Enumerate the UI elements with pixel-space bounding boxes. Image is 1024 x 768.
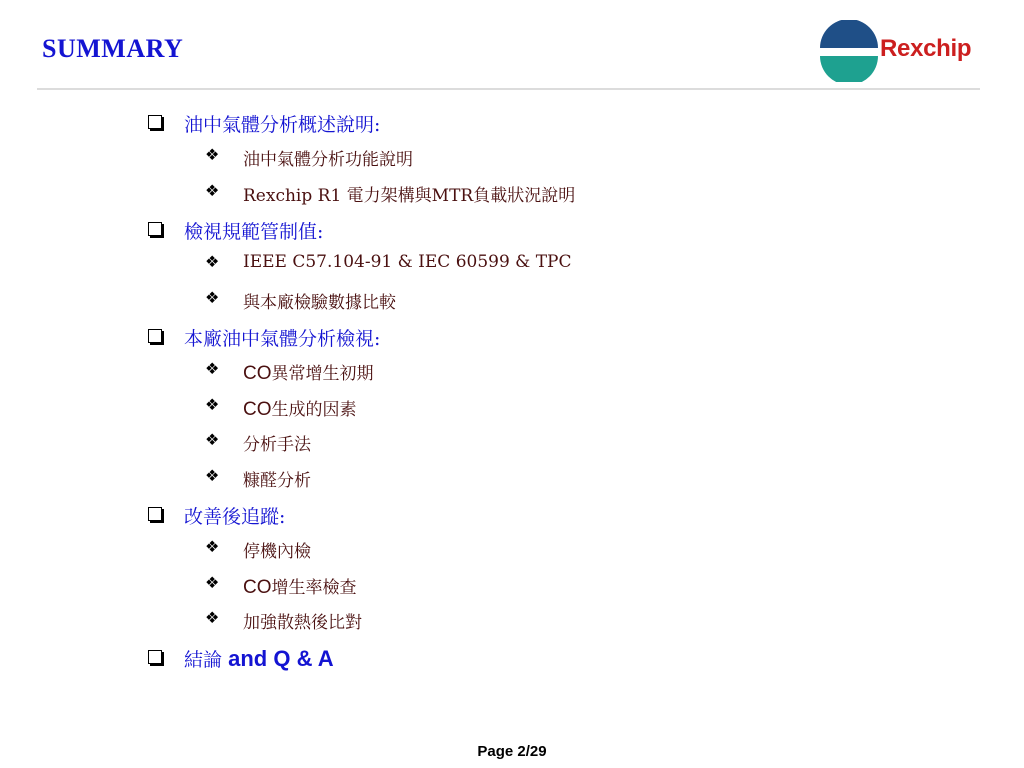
section-label: 改善後追蹤: <box>184 506 286 528</box>
checkbox-square-icon <box>148 650 162 664</box>
list-item-prefix: CO <box>243 398 272 420</box>
diamond-four-icon: ❖ <box>205 465 220 485</box>
diamond-four-icon: ❖ <box>205 430 220 449</box>
diamond-four-icon: ❖ <box>205 145 220 164</box>
section-label: 油中氣體分析概述說明: <box>184 114 381 136</box>
diamond-four-icon: ❖ <box>205 180 220 200</box>
list-item <box>0 356 1024 392</box>
section-heading <box>0 641 1024 677</box>
section-heading <box>0 320 1024 356</box>
list-item-text: 與本廠檢驗數據比較 <box>243 292 396 313</box>
checkbox-square-icon <box>148 222 162 236</box>
section-label <box>184 645 334 672</box>
diamond-four-icon: ❖ <box>205 572 220 592</box>
list-item <box>0 249 1024 285</box>
list-item-prefix: CO <box>243 363 272 384</box>
list-item-prefix: CO <box>243 576 272 598</box>
list-item <box>0 392 1024 428</box>
list-item-text: 油中氣體分析功能說明 <box>243 150 413 170</box>
page-title: SUMMARY <box>42 34 184 63</box>
diamond-four-icon: ❖ <box>205 394 220 414</box>
list-item-text: 停機內檢 <box>243 542 311 562</box>
section-heading <box>0 106 1024 142</box>
list-item <box>0 142 1024 178</box>
list-item-text <box>243 359 374 385</box>
checkbox-square-icon <box>148 507 162 521</box>
header-divider <box>37 88 980 90</box>
list-item <box>0 463 1024 499</box>
section-label-cjk: 結論 <box>184 648 223 671</box>
section-label: 檢視規範管制值: <box>184 221 324 243</box>
list-item <box>0 178 1024 214</box>
company-logo <box>818 20 986 82</box>
diamond-four-icon: ❖ <box>205 252 220 271</box>
diamond-four-icon: ❖ <box>205 359 220 378</box>
list-item-body: 生成的因素 <box>271 399 357 420</box>
list-item <box>0 285 1024 321</box>
section-heading <box>0 498 1024 534</box>
section-label: 本廠油中氣體分析檢視: <box>184 328 381 350</box>
logo-circle-icon <box>818 20 880 82</box>
list-item-text: 糠醛分析 <box>243 470 311 491</box>
diamond-four-icon: ❖ <box>205 608 220 627</box>
section-label-latin: and Q & A <box>222 645 334 671</box>
list-item-text: 加強散熱後比對 <box>243 613 362 633</box>
list-item-text <box>243 395 357 421</box>
list-item <box>0 534 1024 570</box>
list-item-text: 分析手法 <box>243 435 311 455</box>
list-item-body: 異常增生初期 <box>271 364 374 384</box>
checkbox-square-icon <box>148 115 162 129</box>
logo-text: Rexchip <box>880 35 972 62</box>
diamond-four-icon: ❖ <box>205 537 220 556</box>
list-item <box>0 427 1024 463</box>
section-heading <box>0 213 1024 249</box>
list-item <box>0 605 1024 641</box>
summary-list <box>0 106 1024 677</box>
list-item-text: IEEE C57.104-91 & IEC 60599 & TPC <box>243 252 572 272</box>
list-item <box>0 570 1024 606</box>
diamond-four-icon: ❖ <box>205 287 220 307</box>
list-item-body: 增生率檢查 <box>271 577 357 598</box>
list-item-text <box>243 573 357 599</box>
page-number: Page 2/29 <box>477 743 547 760</box>
checkbox-square-icon <box>148 329 162 343</box>
list-item-text: Rexchip R1 電力架構與MTR負載狀況說明 <box>243 185 576 206</box>
